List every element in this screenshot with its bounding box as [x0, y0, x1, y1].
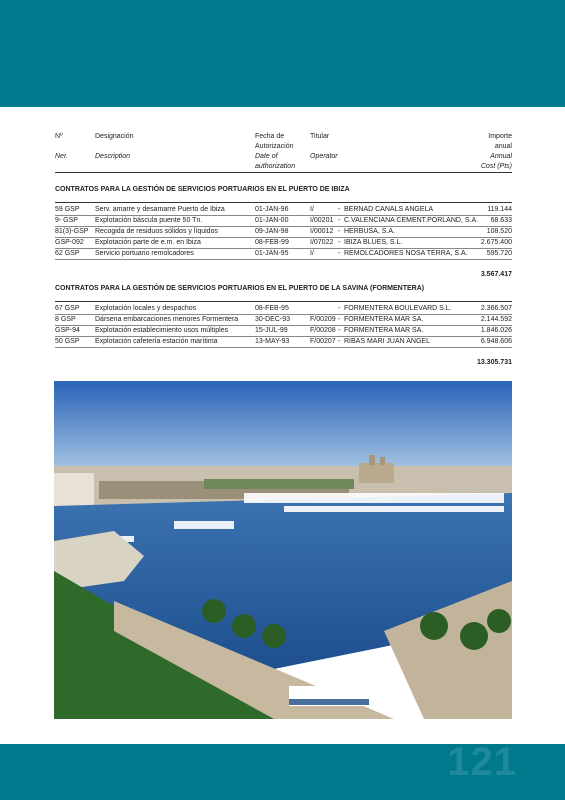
row-date: 08-FEB-95 — [255, 305, 289, 312]
section-title-ibiza: CONTRATOS PARA LA GESTIÓN DE SERVICIOS PORTUARIOS EN EL PUERTO DE IBIZA — [55, 185, 512, 203]
section-total-savina: 13.305.731 — [476, 359, 512, 366]
row-date: 09-JAN-98 — [255, 228, 289, 235]
row-amount: 1.846.026 — [480, 327, 512, 334]
row-dash: - — [338, 338, 341, 345]
row-dash: - — [338, 327, 341, 334]
table-row — [55, 249, 512, 260]
row-description: Serv. amarre y desamarre Puerto de Ibiza — [95, 206, 225, 213]
header-ner: Ner. — [55, 153, 68, 160]
row-date: 08-FEB-99 — [255, 239, 289, 246]
row-amount: 2.144.592 — [480, 316, 512, 323]
row-date: 30-DEC-93 — [255, 316, 291, 323]
row-operator: FORMENTERA MAR SA. — [344, 316, 424, 323]
row-operator: HERBUSA, S.A. — [344, 228, 395, 235]
row-nr: 9- GSP — [55, 217, 78, 224]
row-titular: I/00201 — [310, 217, 334, 224]
header-titular: Titular — [310, 133, 330, 140]
row-operator: REMOLCADORES NOSA TERRA, S.A. — [344, 250, 468, 257]
row-nr: 59 GSP — [55, 206, 80, 213]
table-row — [55, 238, 512, 249]
row-operator: C.VALENCIANA CEMENT.PORLAND, S.A. — [344, 217, 479, 224]
row-operator: BERNAD CANALS ANGELA — [344, 206, 434, 213]
row-description: Explotación báscula puente 50 Tn. — [95, 217, 203, 224]
row-nr: GSP-94 — [55, 327, 80, 334]
row-nr: GSP-092 — [55, 239, 84, 246]
section-rows-ibiza — [55, 205, 512, 260]
row-titular: I/07022 — [310, 239, 334, 246]
row-nr: 81(3)-GSP — [55, 228, 89, 235]
row-dash: - — [338, 239, 341, 246]
row-description: Explotación cafetería estación marítima — [95, 338, 218, 345]
header-operator: Operator — [310, 153, 338, 160]
row-dash: - — [338, 228, 341, 235]
row-amount: 2.366.507 — [480, 305, 512, 312]
harbor-photo — [54, 381, 512, 719]
row-description: Recogida de residuos sólidos y líquidos — [95, 228, 218, 235]
row-dash: - — [338, 206, 341, 213]
row-date: 15-JUL-99 — [255, 327, 288, 334]
header-importe: Importe — [488, 133, 512, 140]
header-description: Description — [95, 153, 131, 160]
row-nr: 62 GSP — [55, 250, 80, 257]
row-description: Dársena embarcaciones menores Formentera — [95, 316, 239, 323]
row-description: Explotación establecimiento usos múltiples — [95, 327, 229, 334]
row-amount: 595.720 — [486, 250, 512, 257]
row-dash: - — [338, 316, 341, 323]
row-dash: - — [338, 305, 341, 312]
table-row — [55, 326, 512, 337]
row-titular: I/ — [310, 250, 314, 257]
section-rows-savina — [55, 304, 512, 348]
header-annual: Annual — [490, 153, 512, 160]
section-total-ibiza: 3.567.417 — [480, 271, 512, 278]
row-amount: 2.675.400 — [480, 239, 512, 246]
header-fecha: Fecha de — [255, 133, 285, 140]
row-nr: 50 GSP — [55, 338, 80, 345]
row-amount: 68.633 — [490, 217, 512, 224]
table-row — [55, 216, 512, 227]
table-row — [55, 205, 512, 216]
row-description: Explotación parte de e.m. en Ibiza — [95, 239, 201, 246]
header-cost: Cost (Pts) — [480, 163, 512, 170]
row-date: 13-MAY-93 — [255, 338, 290, 345]
row-amount: 108.520 — [486, 228, 512, 235]
contracts-table — [55, 132, 512, 370]
row-operator: RIBAS MARI JUAN ANGEL — [344, 338, 430, 345]
row-description: Servicio portuario remolcadores — [95, 250, 194, 257]
table-header — [55, 132, 512, 173]
header-authorization: authorization — [255, 163, 296, 170]
section-title-savina: CONTRATOS PARA LA GESTIÓN DE SERVICIOS PORTUARIOS EN EL PUERTO DE LA SAVINA (FORMENTERA) — [55, 284, 512, 302]
row-nr: 67 GSP — [55, 305, 80, 312]
table-row — [55, 227, 512, 238]
row-dash: - — [338, 250, 341, 257]
row-dash: - — [338, 217, 341, 224]
header-autorizacion: Autorización — [255, 143, 294, 150]
row-operator: IBIZA BLUES, S.L. — [344, 239, 403, 246]
header-designacion: Designación — [95, 133, 134, 140]
row-operator: FORMENTERA MAR SA. — [344, 327, 424, 334]
row-titular: F/00207 — [310, 338, 336, 345]
row-date: 01-JAN-95 — [255, 250, 289, 257]
row-amount: 6.948.606 — [480, 338, 512, 345]
row-titular: F/00209 — [310, 316, 336, 323]
header-anual: anual — [494, 143, 512, 150]
header-nr: Nº — [55, 133, 63, 140]
row-nr: 8 GSP — [55, 316, 76, 323]
row-description: Explotación locales y despachos — [95, 305, 197, 312]
row-titular: I/00012 — [310, 228, 334, 235]
row-titular: I/ — [310, 206, 314, 213]
table-row — [55, 304, 512, 315]
row-operator: FORMENTERA BOULEVARD S.L. — [344, 305, 452, 312]
row-date: 01-JAN-00 — [255, 217, 289, 224]
row-amount: 119.144 — [487, 206, 512, 213]
row-titular: F/00208 — [310, 327, 336, 334]
table-row — [55, 337, 512, 348]
header-date-of: Date of — [255, 153, 278, 160]
top-color-band — [0, 0, 565, 107]
table-row — [55, 315, 512, 326]
row-date: 01-JAN-96 — [255, 206, 289, 213]
page-number: 121 — [447, 740, 517, 784]
